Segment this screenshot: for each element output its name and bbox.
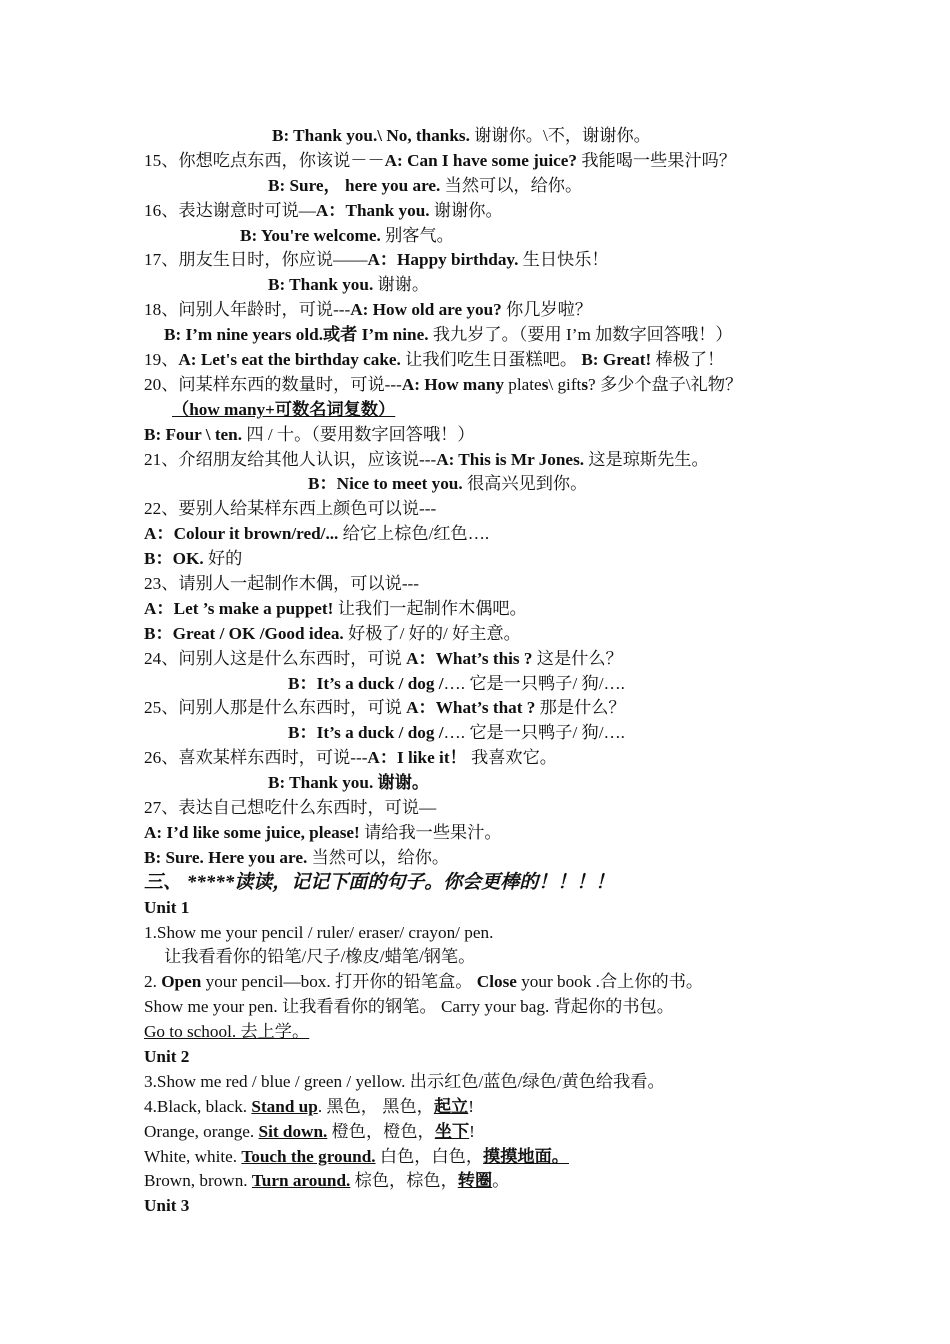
text-segment: Open (161, 972, 202, 992)
text-segment: Stand up (251, 1096, 318, 1116)
text-segment: A：I like it！ (367, 748, 467, 768)
text-line (144, 945, 834, 970)
text-segment: 17、朋友生日时，你应说—— (144, 250, 368, 270)
text-segment: （how many+可数名词复数） (172, 399, 396, 419)
text-segment: 白色，白色， (375, 1146, 484, 1166)
text-segment: A：Colour it brown/red/... (144, 524, 339, 544)
text-line (144, 522, 834, 547)
text-segment: B：It’s a duck / dog / (288, 723, 444, 743)
text-segment: Close (476, 972, 517, 992)
text-line (144, 1070, 834, 1095)
text-line (144, 497, 834, 522)
text-segment: 别客气。 (380, 225, 454, 245)
text-line (144, 547, 834, 572)
text-segment: 19、 (144, 350, 179, 370)
text-line (144, 1045, 834, 1070)
text-segment: . 黑色， 黑色， (317, 1096, 434, 1116)
text-line (144, 398, 834, 423)
text-segment: A：Thank you. (315, 200, 430, 220)
text-line (144, 796, 834, 821)
text-line (144, 1095, 834, 1120)
text-segment: 23、请别人一起制作木偶，可以说--- (144, 574, 419, 594)
text-segment: 21、介绍朋友给其他人认识，应该说--- (144, 449, 437, 469)
text-line (144, 298, 834, 323)
text-line (144, 149, 834, 174)
text-segment: Unit 3 (144, 1196, 190, 1216)
text-segment: 你几岁啦？ (501, 300, 592, 320)
text-segment: A: How many (401, 374, 504, 394)
text-segment: A：Let ’s make a puppet! (144, 598, 334, 618)
text-segment: Touch the ground. (241, 1146, 376, 1166)
text-segment: B: Sure， here you are. (268, 175, 441, 195)
text-line (144, 622, 834, 647)
text-segment: 坐下 (434, 1121, 470, 1141)
document-body (144, 124, 834, 1219)
text-line (144, 672, 834, 697)
text-segment: \ gift (548, 374, 582, 394)
text-segment: s (541, 374, 549, 394)
text-segment: 1.Show me your pencil / ruler/ eraser/ crayon/ pen. (144, 922, 494, 942)
text-line (144, 1145, 834, 1170)
text-segment: 2. (144, 972, 162, 992)
text-line (144, 846, 834, 871)
text-line (144, 597, 834, 622)
text-segment: Turn around. (251, 1171, 351, 1191)
text-segment: plate (503, 374, 542, 394)
text-line (144, 423, 834, 448)
text-segment: 让我们吃生日蛋糕吧。 (400, 350, 582, 370)
text-segment: Unit 1 (144, 897, 190, 917)
text-segment: 这是琼斯先生。 (584, 449, 709, 469)
text-segment: 好极了/ 好的/ 好主意。 (343, 623, 521, 643)
text-segment: A: How old are you? (350, 300, 502, 320)
text-segment: 24、问别人这是什么东西时，可说 (144, 648, 407, 668)
text-segment: 3.Show me red / blue / green / yellow. 出示红色/蓝色/绿色/黄色给我看。 (144, 1071, 665, 1091)
text-segment: 橙色，橙色， (327, 1121, 435, 1141)
text-segment: 那是什么？ (535, 698, 626, 718)
text-segment: A：Happy birthday. (367, 250, 519, 270)
text-segment: A：What’s that ? (406, 698, 536, 718)
text-segment: 让我看看你的铅笔/尺子/橡皮/蜡笔/钢笔。 (164, 947, 476, 967)
text-segment: B: Sure. Here you are. (144, 847, 308, 867)
text-line (144, 448, 834, 473)
text-line (144, 273, 834, 298)
text-segment: ! (468, 1096, 474, 1116)
text-segment: 22、要别人给某样东西上颜色可以说--- (144, 499, 437, 519)
text-segment: 棒极了！ (651, 350, 725, 370)
text-segment: 25、问别人那是什么东西时，可说 (144, 698, 407, 718)
text-segment: Orange, orange. (144, 1121, 259, 1141)
text-line (144, 323, 834, 348)
text-segment: 26、喜欢某样东西时，可说--- (144, 748, 368, 768)
text-segment: 三、 *****读读，记记下面的句子。你会更棒的！！！！ (144, 871, 615, 893)
text-segment: A: I’d like some juice, please! (144, 822, 360, 842)
text-line (144, 248, 834, 273)
text-segment: 起立 (433, 1096, 469, 1116)
text-line (144, 1120, 834, 1145)
text-line (144, 124, 834, 149)
text-segment: B: I’m nine years old.或者 I’m nine. (164, 325, 429, 345)
text-line (144, 199, 834, 224)
text-segment: ? 多少个盘子\礼物？ (588, 374, 743, 394)
text-segment: 谢谢你。 (429, 200, 503, 220)
text-segment: B: Thank you. 谢谢。 (268, 773, 430, 793)
text-segment: White, white. (144, 1146, 242, 1166)
text-line (144, 1020, 834, 1045)
text-segment: 18、问别人年龄时，可说--- (144, 300, 351, 320)
text-segment: 我喜欢它。 (466, 748, 557, 768)
text-line (144, 472, 834, 497)
text-segment: 当然可以，给你。 (307, 847, 450, 867)
text-line (144, 224, 834, 249)
text-segment: 给它上棕色/红色…. (338, 524, 490, 544)
text-line (144, 921, 834, 946)
text-line (144, 970, 834, 995)
text-line (144, 1169, 834, 1194)
text-segment: B：It’s a duck / dog / (288, 673, 444, 693)
text-segment: B：OK. (144, 549, 204, 569)
text-line (144, 995, 834, 1020)
text-segment: Unit 2 (144, 1046, 190, 1066)
text-segment: 4.Black, black. (144, 1096, 252, 1116)
text-line (144, 348, 834, 373)
text-segment: Show me your pen. 让我看看你的钢笔。 Carry your bag. 背起你的书包。 (144, 997, 674, 1017)
text-segment: B: You're welcome. (240, 225, 381, 245)
text-segment: B：Nice to meet you. (308, 474, 463, 494)
text-segment: A: Can I have some juice? (384, 150, 578, 170)
text-line (144, 572, 834, 597)
text-segment: 谢谢。 (373, 275, 430, 295)
text-line (144, 746, 834, 771)
text-segment: 。 (492, 1171, 510, 1191)
text-segment: A: Let's eat the birthday cake. (178, 350, 401, 370)
text-segment: 很高兴见到你。 (462, 474, 588, 494)
text-segment: B: Thank you. (268, 275, 374, 295)
text-segment: s (581, 374, 589, 394)
text-segment: B: Four \ ten. (144, 424, 243, 444)
text-line (144, 373, 834, 398)
text-segment: 棕色，棕色， (350, 1171, 458, 1191)
text-segment: Sit down. (258, 1121, 328, 1141)
text-line (144, 821, 834, 846)
text-segment: 16、表达谢意时可说— (144, 200, 316, 220)
text-segment: 谢谢你。\不，谢谢你。 (469, 126, 651, 145)
text-segment: 当然可以，给你。 (440, 175, 583, 195)
text-line (144, 174, 834, 199)
text-segment: 转圈 (457, 1171, 493, 1191)
text-segment: 这是什么？ (532, 648, 623, 668)
text-segment: Go to school. 去上学。 (144, 1022, 310, 1042)
text-line (144, 647, 834, 672)
text-segment: 请给我一些果汁。 (359, 822, 502, 842)
text-segment: B: Thank you.\ No, thanks. (272, 126, 470, 145)
text-segment: 好的 (203, 549, 243, 569)
text-segment: your pencil—box. 打开你的铅笔盒。 (201, 972, 477, 992)
text-segment: your book .合上你的书。 (516, 972, 704, 992)
text-segment: 15、你想吃点东西，你该说－－ (144, 150, 385, 170)
text-segment: 生日快乐！ (518, 250, 609, 270)
section-heading (144, 871, 834, 896)
text-segment: 摸摸地面。 (483, 1146, 569, 1166)
text-segment: ! (469, 1121, 475, 1141)
text-segment: 四 / 十。（要用数字回答哦！） (242, 424, 475, 444)
text-segment: …. 它是一只鸭子/ 狗/…. (443, 673, 625, 693)
text-segment: B: Great! (581, 350, 652, 370)
text-segment: 27、表达自己想吃什么东西时，可说— (144, 798, 437, 818)
text-line (144, 696, 834, 721)
text-line (144, 721, 834, 746)
text-segment: Brown, brown. (144, 1171, 252, 1191)
text-segment: …. 它是一只鸭子/ 狗/…. (443, 723, 625, 743)
text-segment: A: This is Mr Jones. (436, 449, 585, 469)
text-line (144, 771, 834, 796)
text-segment: A：What’s this ? (406, 648, 533, 668)
text-segment: 让我们一起制作木偶吧。 (333, 598, 527, 618)
text-line (144, 896, 834, 921)
text-segment: 我能喝一些果汁吗？ (577, 150, 737, 170)
text-segment: 我九岁了。（要用 I’m 加数字回答哦！） (428, 325, 733, 345)
text-segment: B：Great / OK /Good idea. (144, 623, 344, 643)
text-line (144, 1194, 834, 1219)
text-segment: 20、问某样东西的数量时，可说--- (144, 374, 402, 394)
